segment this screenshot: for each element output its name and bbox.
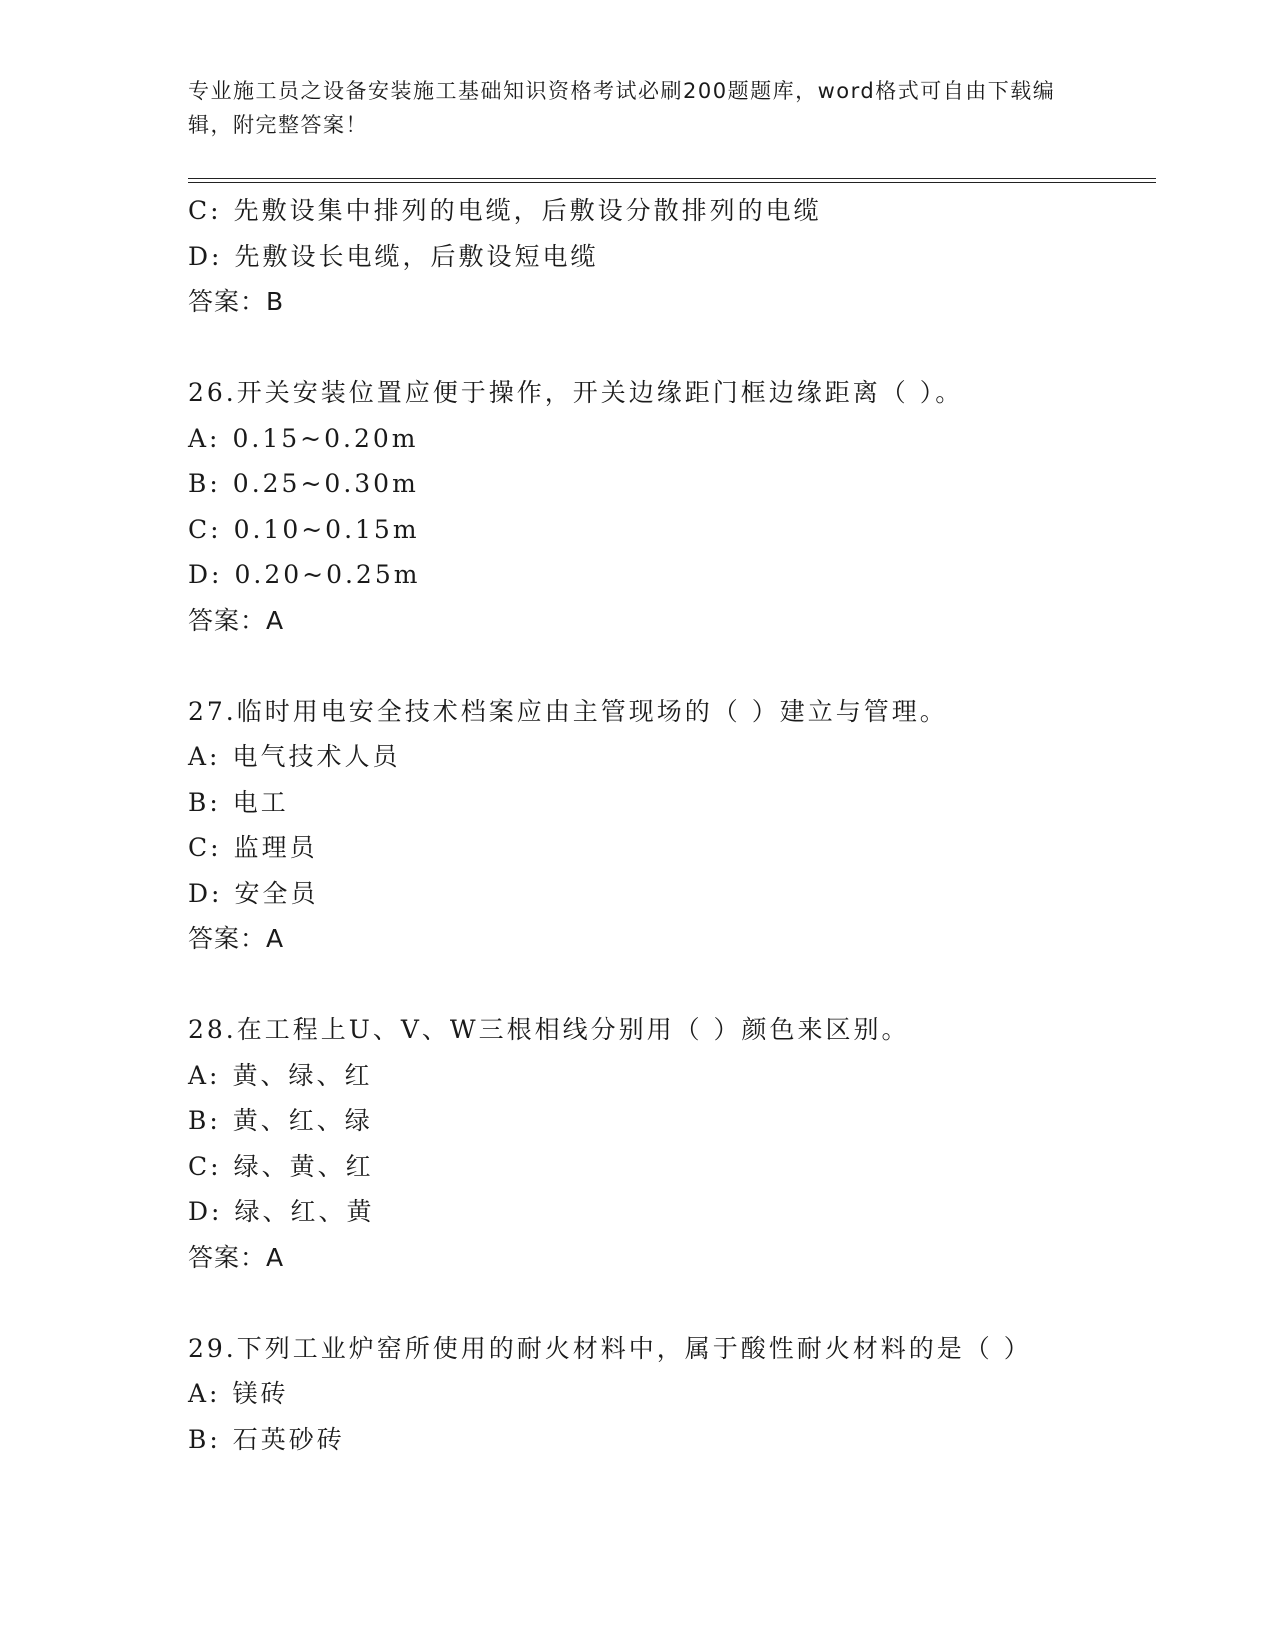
spacer <box>188 325 1156 371</box>
option-line <box>188 188 1156 234</box>
option-text: 绿、黄、红 <box>233 1151 374 1181</box>
answer-line: 答案：B <box>188 287 285 316</box>
option-line <box>188 734 1156 780</box>
option-letter: A: <box>188 423 221 453</box>
spacer <box>188 962 1156 1008</box>
question-stem: 29.下列工业炉窑所使用的耐火材料中，属于酸性耐火材料的是（ ） <box>188 1333 1032 1363</box>
option-letter: D: <box>188 241 223 271</box>
question-stem: 28.在工程上U、V、W三根相线分别用（ ）颜色来区别。 <box>188 1015 910 1044</box>
option-line <box>188 871 1156 917</box>
option-text: 先敷设长电缆，后敷设短电缆 <box>234 241 599 271</box>
option-letter: C: <box>188 196 222 225</box>
option-letter: B: <box>188 787 221 817</box>
option-text: 镁砖 <box>232 1379 289 1408</box>
option-line <box>188 552 1156 598</box>
answer-line: 答案：A <box>188 924 285 953</box>
option-text: 电工 <box>232 787 289 817</box>
option-text: 先敷设集中排列的电缆，后敷设分散排列的电缆 <box>233 196 822 225</box>
option-line <box>188 780 1156 826</box>
option-line <box>188 416 1156 462</box>
question-stem: 26.开关安装位置应便于操作，开关边缘距门框边缘距离（ ）。 <box>188 378 964 407</box>
option-letter: A: <box>188 1060 221 1090</box>
option-letter: C: <box>188 514 222 544</box>
spacer <box>188 1280 1156 1326</box>
option-line <box>188 825 1156 871</box>
option-text: 石英砂砖 <box>232 1424 345 1454</box>
question-list <box>188 188 1156 1462</box>
option-text: 监理员 <box>233 833 318 862</box>
option-line <box>188 507 1156 553</box>
answer-line: 答案：A <box>188 605 285 635</box>
option-text: 0.25~0.30m <box>232 469 419 498</box>
option-letter: C: <box>188 833 222 862</box>
option-letter: A: <box>188 742 221 771</box>
option-letter: D: <box>188 1197 223 1226</box>
header-divider <box>188 178 1156 183</box>
option-line <box>188 1144 1156 1190</box>
option-text: 黄、绿、红 <box>232 1060 373 1090</box>
option-letter: A: <box>188 1379 221 1408</box>
option-line <box>188 1417 1156 1463</box>
option-letter: B: <box>188 1106 221 1135</box>
answer-line: 答案：A <box>188 1242 285 1272</box>
option-line <box>188 1053 1156 1099</box>
option-text: 0.20~0.25m <box>234 560 421 589</box>
option-line <box>188 1189 1156 1235</box>
option-letter: B: <box>188 1424 221 1454</box>
option-line <box>188 234 1156 280</box>
option-text: 电气技术人员 <box>232 742 401 771</box>
option-line <box>188 461 1156 507</box>
option-letter: D: <box>188 560 223 589</box>
question-stem: 27.临时用电安全技术档案应由主管现场的（ ）建立与管理。 <box>188 696 948 726</box>
option-text: 黄、红、绿 <box>232 1106 373 1135</box>
option-letter: D: <box>188 878 223 908</box>
option-text: 安全员 <box>234 878 319 908</box>
option-text: 0.10~0.15m <box>233 514 420 544</box>
option-letter: C: <box>188 1151 222 1181</box>
document-header-title: 专业施工员之设备安装施工基础知识资格考试必刷200题题库，word格式可自由下载编辑，附完整答案！ <box>188 79 1056 137</box>
option-text: 绿、红、黄 <box>234 1197 375 1226</box>
spacer <box>188 643 1156 689</box>
option-line <box>188 1371 1156 1417</box>
option-text: 0.15~0.20m <box>232 423 419 453</box>
option-letter: B: <box>188 469 221 498</box>
option-line <box>188 1098 1156 1144</box>
